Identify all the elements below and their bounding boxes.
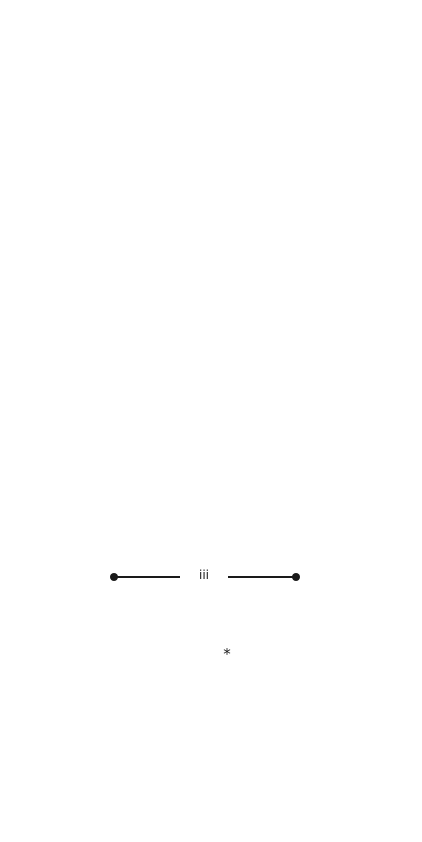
text-line [80,174,374,200]
page-number: iii [198,568,209,582]
text-line [80,370,374,396]
text-line [80,816,374,842]
text-line [80,396,374,422]
text-line [80,122,374,148]
text-line [80,604,374,630]
text-line [80,70,374,96]
paragraph-3 [80,686,374,842]
text-line [80,764,374,790]
text-line [80,318,374,344]
text-line [80,148,374,174]
text-line [80,252,374,278]
text-line [80,292,374,318]
text-line [80,44,374,70]
page-title [80,6,374,36]
text-line [80,422,374,448]
text-line [80,526,374,552]
text-line [80,226,374,252]
footer-ornament-rule [228,576,294,578]
paragraph-1 [80,44,374,278]
text-line [80,738,374,764]
text-line [80,344,374,370]
section-separator: * [223,645,231,663]
footer-ornament-dot [292,573,300,581]
text-line [80,790,374,816]
text-line [80,448,374,474]
text-line [80,474,374,500]
footer-ornament-rule [116,576,180,578]
text-line [80,96,374,122]
page-footer [110,570,300,582]
text-line [80,712,374,738]
text-line [80,500,374,526]
text-line [80,686,374,712]
text-line [80,200,374,226]
